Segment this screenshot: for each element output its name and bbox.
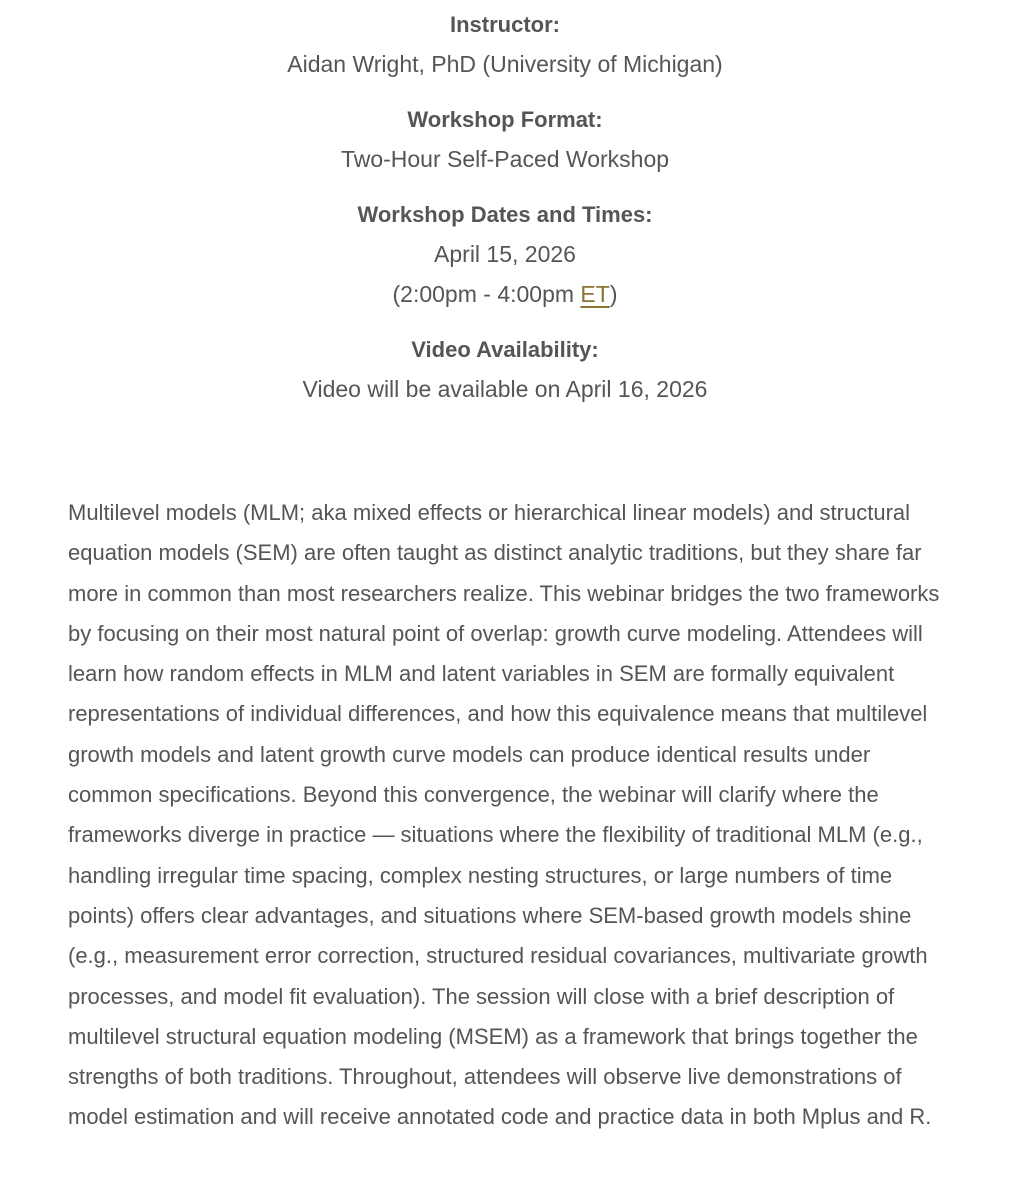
workshop-info xyxy=(0,0,1010,409)
video-block xyxy=(0,331,1010,409)
time-close-paren: ) xyxy=(609,281,618,307)
instructor-name: Aidan Wright, PhD (University of Michigan) xyxy=(287,51,723,77)
dates-block xyxy=(0,196,1010,314)
time-range: (2:00pm - 4:00pm xyxy=(392,281,581,307)
timezone-link[interactable]: ET xyxy=(580,281,610,307)
workshop-date: April 15, 2026 xyxy=(434,241,576,267)
video-availability: Video will be available on April 16, 2026 xyxy=(302,376,708,402)
format-label: Workshop Format: xyxy=(407,107,603,132)
dates-label: Workshop Dates and Times: xyxy=(357,202,653,227)
instructor-block xyxy=(0,6,1010,84)
instructor-label: Instructor: xyxy=(450,12,560,37)
workshop-description: Multilevel models (MLM; aka mixed effects or hierarchical linear models) and structural equation models (SEM) are often taught as distinct analytic traditions, but they share far more in common than most researchers realize. This webinar bridges the two frameworks by focusing on their most natural point of overlap: growth curve modeling. Attendees will learn how random effects in MLM and latent variables in SEM are formally equivalent representations of individual differences, and how this equivalence means that multilevel growth models and latent growth curve models can produce identical results under common specifications. Beyond this convergence, the webinar will clarify where the frameworks diverge in practice — situations where the flexibility of traditional MLM (e.g., handling irregular time spacing, complex nesting structures, or large numbers of time points) offers clear advantages, and situations where SEM-based growth models shine (e.g., measurement error correction, structured residual covariances, multivariate growth processes, and model fit evaluation). The session will close with a brief description of multilevel structural equation modeling (MSEM) as a framework that brings together the strengths of both traditions. Throughout, attendees will observe live demonstrations of model estimation and will receive annotated code and practice data in both Mplus and R. xyxy=(68,500,940,1130)
format-block xyxy=(0,101,1010,179)
workshop-time xyxy=(0,274,1010,314)
video-label: Video Availability: xyxy=(411,337,599,362)
format-value: Two-Hour Self-Paced Workshop xyxy=(340,146,670,172)
